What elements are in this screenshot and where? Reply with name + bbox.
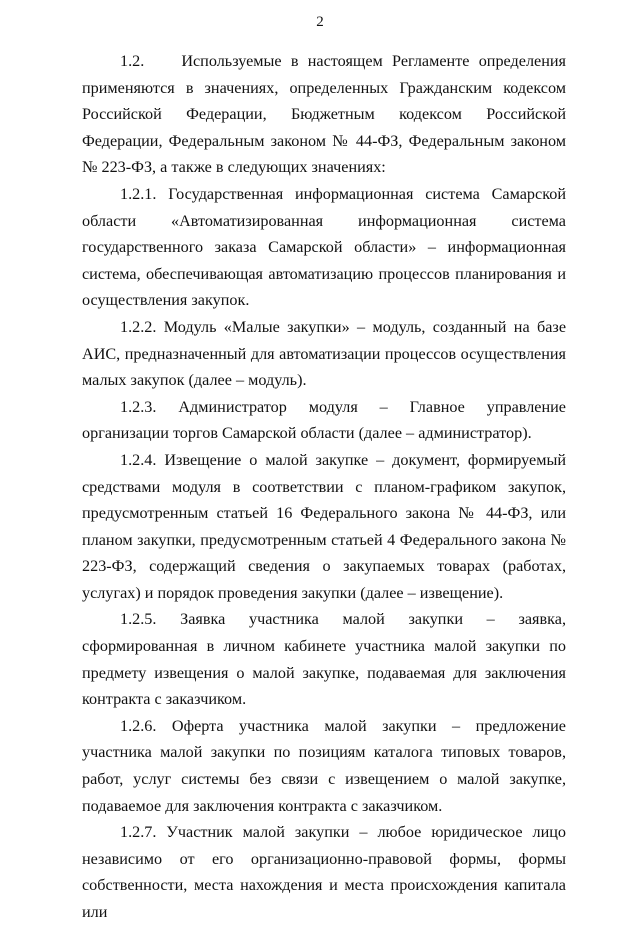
document-body bbox=[82, 48, 566, 926]
paragraph-1-2-5: 1.2.5. Заявка участника малой закупки – заявка, сформированная в личном кабинете участника малой закупки по предмету извещения о малой закупке, подаваемая для заключения контракта с заказчиком. bbox=[82, 610, 566, 709]
page-number: 2 bbox=[316, 14, 324, 30]
paragraph-1-2-3: 1.2.3. Администратор модуля – Главное управление организации торгов Самарской области (далее – администратор). bbox=[82, 397, 566, 443]
paragraph-1-2-6: 1.2.6. Оферта участника малой закупки – предложение участника малой закупки по позициям каталога типовых товаров, работ, услуг системы без связи с извещением о малой закупке, подаваемое для заключения контракта с заказчиком. bbox=[82, 716, 566, 815]
paragraph-1-2-4: 1.2.4. Извещение о малой закупке – документ, формируемый средствами модуля в соответствии с планом-графиком закупок, предусмотренным статьей 16 Федерального закона № 44-ФЗ, или планом закупки, предусмотренным статьей 4 Федерального закона № 223-ФЗ, содержащий сведения о закупаемых товарах (работах, услугах) и порядок проведения закупки (далее – извещение). bbox=[82, 450, 566, 602]
paragraph-1-2: 1.2. Используемые в настоящем Регламенте определения применяются в значениях, определенных Гражданским кодексом Российской Федерации, Бюджетным кодексом Российской Федерации, Федеральным законом № 44-ФЗ, Федеральным законом № 223-ФЗ, а также в следующих значениях: bbox=[82, 52, 566, 177]
paragraph-1-2-1: 1.2.1. Государственная информационная система Самарской области «Автоматизированная информационная система государственного заказа Самарской области» – информационная система, обеспечивающая автоматизацию процессов планирования и осуществления закупок. bbox=[82, 184, 566, 310]
paragraph-1-2-2: 1.2.2. Модуль «Малые закупки» – модуль, созданный на базе АИС, предназначенный для автоматизации процессов осуществления малых закупок (далее – модуль). bbox=[82, 317, 566, 390]
paragraph-1-2-7: 1.2.7. Участник малой закупки – любое юридическое лицо независимо от его организационно-правовой формы, формы собственности, места нахождения и места происхождения капитала или bbox=[82, 823, 566, 921]
